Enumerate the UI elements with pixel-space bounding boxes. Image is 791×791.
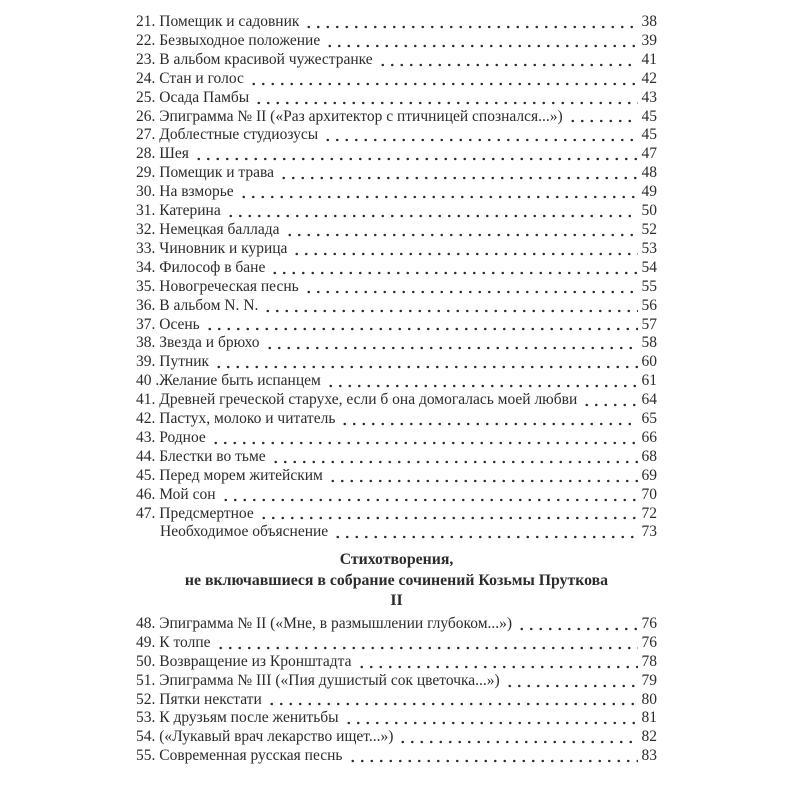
toc-entry-page: 76 bbox=[641, 614, 657, 632]
toc-entry-page: 64 bbox=[641, 391, 657, 409]
dot-leader bbox=[254, 89, 637, 108]
dot-leader bbox=[517, 615, 637, 634]
toc-entry bbox=[136, 467, 657, 486]
toc-entry-title: 54. («Лукавый врач лекарство ищет...») bbox=[136, 728, 394, 746]
section-heading bbox=[136, 550, 657, 612]
toc-entry-page: 61 bbox=[641, 372, 657, 390]
dot-leader bbox=[279, 164, 638, 183]
dot-leader bbox=[340, 410, 637, 429]
dot-leader bbox=[249, 70, 638, 89]
toc-entry-page: 41 bbox=[641, 50, 657, 68]
toc-entry bbox=[136, 70, 657, 89]
toc-entry bbox=[136, 391, 657, 410]
toc-entry-title: 28. Шея bbox=[136, 145, 189, 163]
toc-entry bbox=[136, 728, 657, 747]
toc-entry-page: 73 bbox=[641, 523, 657, 541]
dot-leader bbox=[398, 728, 637, 747]
toc-entry-page: 50 bbox=[641, 202, 657, 220]
toc-entry bbox=[136, 164, 657, 183]
toc-entry-page: 65 bbox=[641, 410, 657, 428]
dot-leader bbox=[285, 221, 638, 240]
toc-entry-page: 54 bbox=[641, 258, 657, 276]
dot-leader bbox=[328, 467, 638, 486]
dot-leader bbox=[344, 709, 638, 728]
toc-entry-title: 21. Помещик и садовник bbox=[136, 13, 300, 30]
dot-leader bbox=[582, 391, 637, 410]
toc-entry-title: 40 .Желание быть испанцем bbox=[136, 372, 321, 390]
toc-entry-page: 48 bbox=[641, 164, 657, 182]
toc-entry-title: 24. Стан и голос bbox=[136, 69, 244, 87]
toc-entry-page: 55 bbox=[641, 277, 657, 295]
dot-leader bbox=[292, 240, 637, 259]
toc-entry bbox=[136, 183, 657, 202]
toc-entry-title: 45. Перед морем житейским bbox=[136, 466, 323, 484]
toc-entry bbox=[136, 709, 657, 728]
toc-entry-page: 60 bbox=[641, 353, 657, 371]
section-heading-line: не включавшиеся в собрание сочинений Козьмы Пруткова bbox=[184, 571, 609, 589]
toc-entry-title: 49. К толпе bbox=[136, 633, 211, 651]
dot-leader bbox=[378, 51, 638, 70]
toc-entry-title: 52. Пятки некстати bbox=[136, 690, 262, 708]
toc-entry-page: 53 bbox=[641, 239, 657, 257]
toc-entry-title: 47. Предсмертное bbox=[136, 504, 254, 522]
toc-entry bbox=[136, 316, 657, 335]
toc-entry-title: 23. В альбом красивой чужестранке bbox=[136, 50, 373, 68]
toc-entry bbox=[136, 410, 657, 429]
toc-entry-page: 70 bbox=[641, 485, 657, 503]
toc-entry bbox=[136, 145, 657, 164]
toc-entry-title: 26. Эпиграмма № II («Раз архитектор с птичницей спознался...») bbox=[136, 107, 563, 125]
toc-entry-page: 76 bbox=[641, 633, 657, 651]
dot-leader bbox=[194, 145, 638, 164]
toc-entry-title: 44. Блестки во тьме bbox=[136, 447, 266, 465]
toc-entry-page: 80 bbox=[641, 690, 657, 708]
toc-entry-page: 49 bbox=[641, 183, 657, 201]
dot-leader bbox=[239, 183, 638, 202]
toc-entry-page: 72 bbox=[641, 504, 657, 522]
toc-entry bbox=[136, 634, 657, 653]
toc-entry-title: 35. Новогреческая песнь bbox=[136, 277, 299, 295]
toc-entry bbox=[136, 653, 657, 672]
toc-entry-page: 38 bbox=[641, 13, 657, 30]
dot-leader bbox=[263, 297, 637, 316]
toc-entry-title: 42. Пастух, молоко и читатель bbox=[136, 410, 336, 428]
toc-entry bbox=[136, 691, 657, 710]
toc-entry-title: 37. Осень bbox=[136, 315, 200, 333]
toc-entry-title: 38. Звезда и брюхо bbox=[136, 334, 260, 352]
toc-entry-title: 22. Безвыходное положение bbox=[136, 31, 321, 49]
dot-leader bbox=[270, 259, 637, 278]
dot-leader bbox=[259, 505, 638, 524]
toc-entry bbox=[136, 505, 657, 524]
dot-leader bbox=[304, 13, 637, 32]
toc-entry-page: 69 bbox=[641, 466, 657, 484]
toc-entry-title: 25. Осада Памбы bbox=[136, 88, 250, 106]
dot-leader bbox=[221, 486, 638, 505]
toc-entry-page: 43 bbox=[641, 88, 657, 106]
toc-entry bbox=[136, 297, 657, 316]
toc-entry bbox=[136, 523, 657, 542]
toc-entry-page: 42 bbox=[641, 69, 657, 87]
dot-leader bbox=[216, 634, 638, 653]
dot-leader bbox=[348, 747, 638, 766]
toc-entry bbox=[136, 108, 657, 127]
toc-entry-title: 39. Путник bbox=[136, 353, 210, 371]
toc-entry-title: Необходимое объяснение bbox=[160, 523, 329, 541]
dot-leader bbox=[205, 316, 638, 335]
toc-entry-title: 46. Мой сон bbox=[136, 485, 216, 503]
toc-entry bbox=[136, 334, 657, 353]
toc-entry-page: 58 bbox=[641, 334, 657, 352]
toc-entry-title: 51. Эпиграмма № III («Пия душистый сок цветочка...») bbox=[136, 671, 500, 689]
section-heading-line: Стихотворения, bbox=[339, 551, 454, 569]
dot-leader bbox=[265, 334, 638, 353]
toc-entry-title: 43. Родное bbox=[136, 428, 206, 446]
toc-entry-title: 29. Помещик и трава bbox=[136, 164, 274, 182]
toc-entry-page: 57 bbox=[641, 315, 657, 333]
toc-entry-page: 81 bbox=[641, 709, 657, 727]
dot-leader bbox=[357, 653, 638, 672]
toc-entry-title: 53. К друзьям после женитьбы bbox=[136, 709, 339, 727]
toc-entry bbox=[136, 448, 657, 467]
toc-entry bbox=[136, 278, 657, 297]
toc-entry bbox=[136, 51, 657, 70]
toc-entry-title: 50. Возвращение из Кронштадта bbox=[136, 652, 352, 670]
section-heading-line: II bbox=[390, 592, 403, 610]
toc-entry-title: 41. Древней греческой старухе, если б она домогалась моей любви bbox=[136, 391, 578, 409]
toc-entry-page: 68 bbox=[641, 447, 657, 465]
toc-entry bbox=[136, 747, 657, 766]
dot-leader bbox=[267, 691, 638, 710]
toc-entry bbox=[136, 240, 657, 259]
toc-entry-page: 52 bbox=[641, 220, 657, 238]
dot-leader bbox=[568, 108, 638, 127]
dot-leader bbox=[214, 353, 637, 372]
toc-entry-page: 47 bbox=[641, 145, 657, 163]
toc-entry bbox=[136, 429, 657, 448]
toc-entry bbox=[136, 32, 657, 51]
toc-entry-page: 78 bbox=[641, 652, 657, 670]
toc-entry-title: 31. Катерина bbox=[136, 202, 221, 220]
toc-entry-page: 45 bbox=[641, 126, 657, 144]
toc-entry bbox=[136, 615, 657, 634]
toc-entry-title: 27. Доблестные студиозусы bbox=[136, 126, 319, 144]
toc-entry-title: 36. В альбом N. N. bbox=[136, 296, 259, 314]
toc-entry bbox=[136, 672, 657, 691]
toc-entry bbox=[136, 221, 657, 240]
toc-entry bbox=[136, 486, 657, 505]
toc-entry-page: 83 bbox=[641, 747, 657, 765]
toc-entry-page: 82 bbox=[641, 728, 657, 746]
toc-entry-page: 79 bbox=[641, 671, 657, 689]
toc-entry bbox=[136, 202, 657, 221]
toc-entry-title: 32. Немецкая баллада bbox=[136, 220, 280, 238]
toc-entry bbox=[136, 353, 657, 372]
toc-entry-page: 66 bbox=[641, 428, 657, 446]
table-of-contents bbox=[136, 13, 657, 766]
dot-leader bbox=[304, 278, 638, 297]
toc-entry-title: 33. Чиновник и курица bbox=[136, 239, 288, 257]
toc-entry-title: 48. Эпиграмма № II («Мне, в размышлении глубоком...») bbox=[136, 614, 513, 632]
toc-entry bbox=[136, 126, 657, 145]
toc-entry-page: 56 bbox=[641, 296, 657, 314]
dot-leader bbox=[226, 202, 638, 221]
toc-entry bbox=[136, 372, 657, 391]
dot-leader bbox=[505, 672, 638, 691]
dot-leader bbox=[326, 372, 638, 391]
toc-entry bbox=[136, 13, 657, 32]
dot-leader bbox=[271, 448, 638, 467]
dot-leader bbox=[211, 429, 638, 448]
toc-entry-title: 55. Современная русская песнь bbox=[136, 747, 343, 765]
toc-entry bbox=[136, 89, 657, 108]
toc-entry-page: 39 bbox=[641, 31, 657, 49]
toc-entry-title: 34. Философ в бане bbox=[136, 258, 266, 276]
dot-leader bbox=[333, 523, 637, 542]
dot-leader bbox=[325, 32, 637, 51]
toc-entry-title: 30. На взморье bbox=[136, 183, 234, 201]
toc-entry bbox=[136, 259, 657, 278]
dot-leader bbox=[323, 126, 637, 145]
toc-entry-page: 45 bbox=[641, 107, 657, 125]
